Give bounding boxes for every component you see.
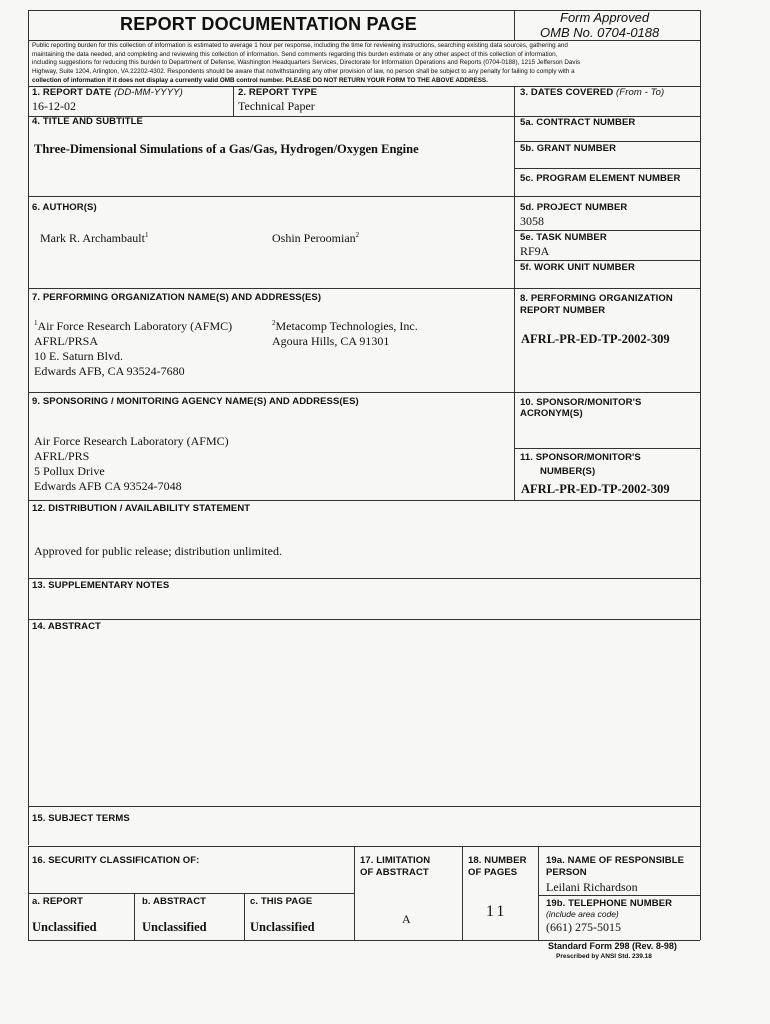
project-number: 3058 [520,214,544,228]
authors-label: 6. AUTHOR(S) [32,202,97,213]
limitation-label-2: OF ABSTRACT [360,867,429,878]
sm-number-label-1: 11. SPONSOR/MONITOR'S [520,452,641,463]
notice-line: Highway, Suite 1204, Arlington, VA 22202-4302. Respondents should be aware that notwithstanding any other provision of law, no person shall be subject to any penalty for failing to comply with a [32,68,575,76]
author-1: Mark R. Archambault$^1$ [40,231,149,245]
page-classification: Unclassified [250,920,315,934]
performing-org-1: $^1$Air Force Research Laboratory (AFMC) AFRL/PRSA 10 E. Saturn Blvd. Edwards AFB, CA 93524-7680 [34,319,233,378]
telephone-hint: (include area code) [546,909,619,919]
abstract-classification: Unclassified [142,920,207,934]
telephone-label: 19b. TELEPHONE NUMBER [546,898,673,909]
notice-line: maintaining the data needed, and completing and reviewing this collection of information. Send comments regarding this burden estimate or any other aspect of this collection of information, [32,50,558,58]
notice-line: collection of information if it does not display a currently valid OMB control number. PLEASE DO NOT RETURN YOUR FORM TO THE ABOVE ADDRESS. [32,76,488,84]
prescribed-by-label: Prescribed by ANSI Std. 239.18 [556,953,652,960]
report-type-label: 2. REPORT TYPE [238,87,318,98]
abstract-label: 14. ABSTRACT [32,621,101,632]
notice-line: Public reporting burden for this collection of information is estimated to average 1 hour per response, including the time for reviewing instructions, searching existing data sources, gathering and [32,42,568,49]
subject-terms-label: 15. SUBJECT TERMS [32,813,130,824]
notice-line: including suggestions for reducing this burden to Department of Defense, Washington Headquarters Services, Directorate for Information Operations and Reports (0704-0188), 1215 Jefferson Davis [32,59,581,67]
report-date-label: 1. REPORT DATE (DD-MM-YYYY) [32,87,183,98]
sm-report-number: AFRL-PR-ED-TP-2002-309 [521,482,670,496]
sponsor-label: 9. SPONSORING / MONITORING AGENCY NAME(S) AND ADDRESS(ES) [32,396,359,407]
form-approved-text: Form Approved [560,10,650,25]
telephone-number: (661) 275-5015 [546,920,621,934]
perf-report-label-2: REPORT NUMBER [520,305,606,316]
dates-covered-label: 3. DATES COVERED (From - To) [520,87,665,98]
supplementary-notes-label: 13. SUPPLEMENTARY NOTES [32,580,170,591]
work-unit-label: 5f. WORK UNIT NUMBER [520,262,635,273]
title-label: 4. TITLE AND SUBTITLE [32,116,143,127]
performing-org-label: 7. PERFORMING ORGANIZATION NAME(S) AND ADDRESS(ES) [32,292,322,303]
distribution-label: 12. DISTRIBUTION / AVAILABILITY STATEMENT [32,503,251,514]
contract-number-label: 5a. CONTRACT NUMBER [520,117,636,128]
page-class-label: c. THIS PAGE [250,896,313,907]
grant-number-label: 5b. GRANT NUMBER [520,143,617,154]
sponsor-address: Air Force Research Laboratory (AFMC) AFRL/PRS 5 Pollux Drive Edwards AFB CA 93524-7048 [34,434,229,493]
limitation-label-1: 17. LIMITATION [360,855,431,866]
pages-label-1: 18. NUMBER [468,855,527,866]
limitation-value: A [402,912,411,926]
responsible-person-label-1: 19a. NAME OF RESPONSIBLE [546,855,685,866]
perf-report-label-1: 8. PERFORMING ORGANIZATION [520,293,673,304]
project-number-label: 5d. PROJECT NUMBER [520,202,628,213]
omb-number: OMB No. 0704-0188 [540,25,660,40]
report-class-label: a. REPORT [32,896,84,907]
pages-value: 11 [486,903,508,920]
performing-org-2: $^2$Metacomp Technologies, Inc. Agoura Hills, CA 91301 [272,319,418,348]
responsible-person-label-2: PERSON [546,867,587,878]
responsible-person: Leilani Richardson [546,880,638,894]
perf-report-number: AFRL-PR-ED-TP-2002-309 [521,332,670,346]
acronym-label-2: ACRONYM(S) [520,408,583,419]
sm-number-label-2: NUMBER(S) [540,466,596,477]
standard-form-label: Standard Form 298 (Rev. 8-98) [548,941,677,951]
burden-notice [32,42,698,86]
distribution-statement: Approved for public release; distribution unlimited. [34,544,282,558]
pages-label-2: OF PAGES [468,867,518,878]
author-2: Oshin Peroomian$^2$ [272,231,360,245]
report-date-value: 16-12-02 [32,99,76,113]
report-title: Three-Dimensional Simulations of a Gas/Gas, Hydrogen/Oxygen Engine [34,142,419,156]
page-title: REPORT DOCUMENTATION PAGE [120,14,417,34]
task-number: RF9A [520,244,550,258]
security-classification-label: 16. SECURITY CLASSIFICATION OF: [32,855,200,866]
report-classification: Unclassified [32,920,97,934]
task-number-label: 5e. TASK NUMBER [520,232,607,243]
report-type-value: Technical Paper [238,99,315,113]
acronym-label-1: 10. SPONSOR/MONITOR'S [520,397,642,408]
program-element-label: 5c. PROGRAM ELEMENT NUMBER [520,173,681,184]
abstract-class-label: b. ABSTRACT [142,896,207,907]
